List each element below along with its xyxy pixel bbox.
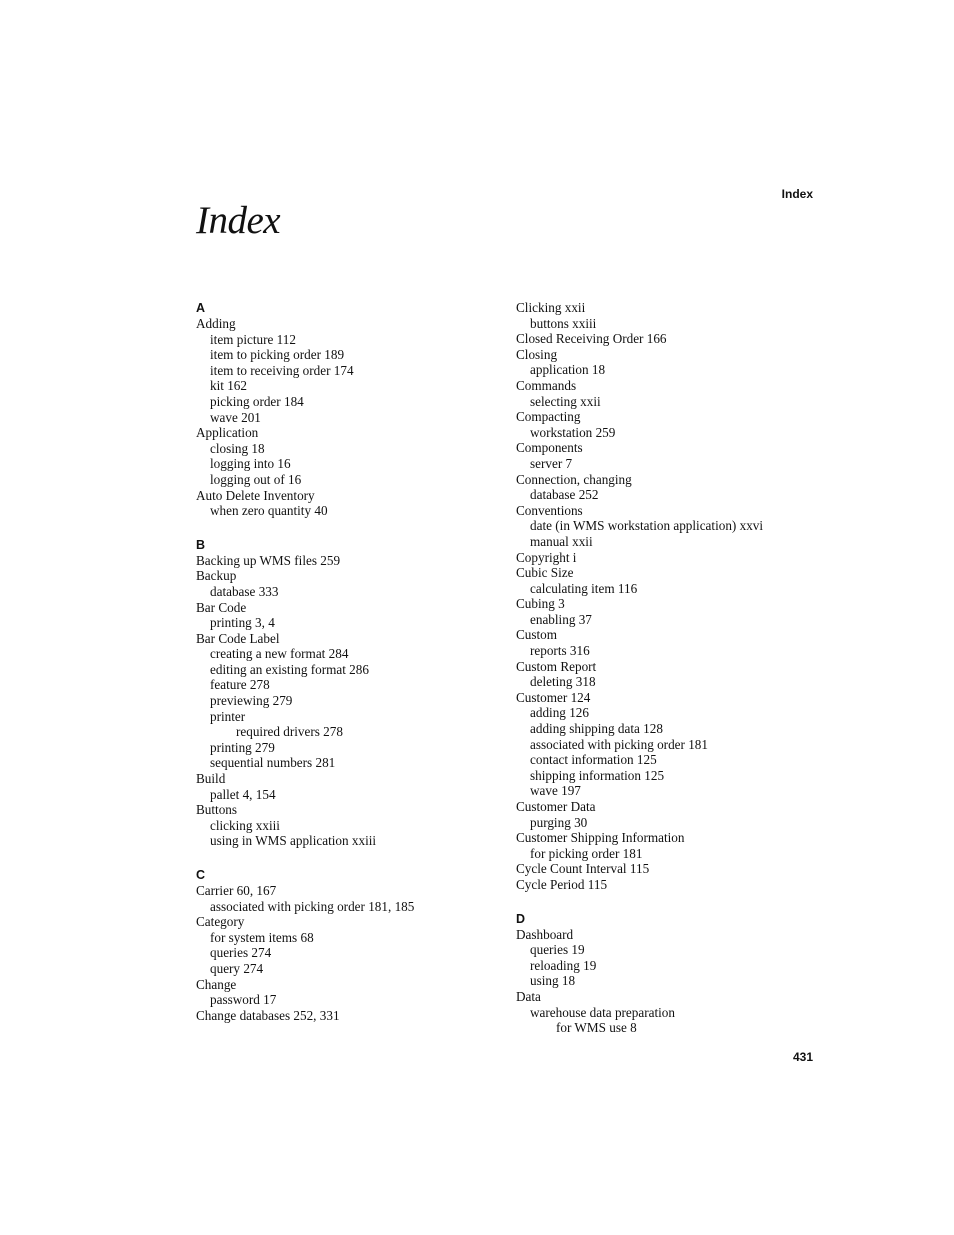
index-subentry: required drivers 278 (236, 724, 343, 740)
index-subentry: shipping information 125 (530, 767, 665, 783)
index-entry: Compacting (516, 409, 581, 425)
index-subentry: purging 30 (530, 814, 588, 830)
index-entry: Data (516, 988, 541, 1004)
index-subentry: wave 197 (530, 783, 581, 799)
index-entry: Custom Report (516, 658, 597, 674)
index-subentry: logging into 16 (210, 456, 291, 472)
index-subentry: associated with picking order 181 (530, 736, 708, 752)
index-entry: Clicking xxii (516, 300, 586, 315)
index-subentry: closing 18 (210, 440, 265, 456)
index-column-right (516, 300, 816, 1036)
index-entry: Backup (196, 568, 237, 584)
index-subentry: previewing 279 (210, 693, 293, 709)
index-entry: Conventions (516, 502, 583, 518)
index-subentry: pallet 4, 154 (210, 786, 276, 802)
index-entry: Bar Code Label (196, 630, 280, 646)
index-letter-heading: C (196, 868, 206, 882)
index-subentry: warehouse data preparation (530, 1004, 675, 1020)
index-subentry: logging out of 16 (210, 471, 302, 487)
index-subentry: selecting xxii (530, 393, 601, 409)
running-head: Index (781, 187, 813, 201)
index-subentry: for WMS use 8 (556, 1020, 637, 1036)
index-entry: Change databases 252, 331 (196, 1007, 340, 1023)
index-subentry: adding 126 (530, 705, 589, 721)
page-number: 431 (792, 1050, 813, 1064)
index-entry: Adding (196, 316, 236, 331)
index-subentry: wave 201 (210, 409, 261, 425)
index-entry: Application (196, 425, 259, 441)
index-subentry: adding shipping data 128 (530, 721, 663, 737)
index-subentry: using in WMS application xxiii (210, 833, 377, 849)
index-subentry: printing 3, 4 (210, 615, 275, 631)
index-entry: Change (196, 976, 237, 992)
index-entry: Customer 124 (516, 689, 591, 705)
index-entry: Cubing 3 (516, 596, 565, 612)
index-subentry: printing 279 (210, 739, 275, 755)
index-entry: Cycle Count Interval 115 (516, 861, 650, 877)
index-subentry: queries 19 (530, 942, 585, 958)
index-subentry: database 333 (210, 583, 279, 599)
index-entry: Customer Data (516, 799, 596, 814)
index-subentry: manual xxii (530, 533, 593, 549)
index-entry: Build (196, 771, 226, 787)
index-subentry: contact information 125 (530, 752, 657, 768)
index-entry: Closing (516, 346, 558, 362)
section-gap (516, 893, 816, 911)
index-entry: Backing up WMS files 259 (196, 552, 341, 568)
index-entry: Carrier 60, 167 (196, 883, 277, 898)
index-subentry: for picking order 181 (530, 845, 643, 861)
index-entry: Auto Delete Inventory (196, 487, 315, 503)
index-subentry: server 7 (530, 455, 573, 471)
index-subentry: database 252 (530, 487, 599, 503)
index-subentry: deleting 318 (530, 674, 596, 690)
index-subentry: kit 162 (210, 378, 247, 394)
page-title: Index (196, 199, 281, 242)
index-letter-heading: A (196, 301, 206, 315)
index-subentry: editing an existing format 286 (210, 661, 369, 677)
index-subentry: item to receiving order 174 (210, 362, 354, 378)
index-subentry: date (in WMS workstation application) xxvi (530, 518, 764, 534)
index-subentry: queries 274 (210, 945, 272, 961)
index-entry: Copyright i (516, 549, 577, 565)
index-entry: Commands (516, 377, 577, 393)
index-subentry: for system items 68 (210, 929, 314, 945)
index-subentry: creating a new format 284 (210, 646, 349, 662)
index-subentry: item picture 112 (210, 331, 296, 347)
index-letter-heading: B (196, 537, 206, 552)
index-column-left (196, 300, 496, 1023)
index-subentry: application 18 (530, 362, 606, 378)
index-entry: Category (196, 914, 245, 930)
index-letter-heading: D (516, 911, 526, 926)
index-subentry: clicking xxiii (210, 817, 280, 833)
index-entry: Dashboard (516, 926, 574, 942)
index-subentry: printer (210, 708, 246, 724)
section-gap (196, 849, 496, 867)
index-subentry: sequential numbers 281 (210, 755, 336, 771)
section-gap (196, 519, 496, 537)
index-entry: Bar Code (196, 599, 247, 615)
index-subentry: when zero quantity 40 (210, 503, 328, 519)
index-entry: Connection, changing (516, 471, 632, 487)
index-entry: Components (516, 440, 583, 456)
index-entry: Closed Receiving Order 166 (516, 331, 667, 347)
index-subentry: associated with picking order 181, 185 (210, 898, 415, 914)
index-subentry: reports 316 (530, 643, 590, 659)
index-subentry: buttons xxiii (530, 315, 597, 331)
index-entry: Buttons (196, 802, 238, 818)
index-entry: Custom (516, 627, 558, 643)
index-subentry: using 18 (530, 973, 576, 989)
index-subentry: feature 278 (210, 677, 270, 693)
index-subentry: enabling 37 (530, 611, 592, 627)
index-subentry: workstation 259 (530, 424, 616, 440)
index-subentry: reloading 19 (530, 957, 597, 973)
index-subentry: picking order 184 (210, 393, 304, 409)
index-subentry: item to picking order 189 (210, 347, 345, 363)
index-entry: Cycle Period 115 (516, 876, 608, 892)
index-entry: Cubic Size (516, 565, 574, 581)
index-subentry: password 17 (210, 992, 277, 1008)
index-subentry: query 274 (210, 960, 264, 976)
index-entry: Customer Shipping Information (516, 830, 685, 846)
index-subentry: calculating item 116 (530, 580, 638, 596)
